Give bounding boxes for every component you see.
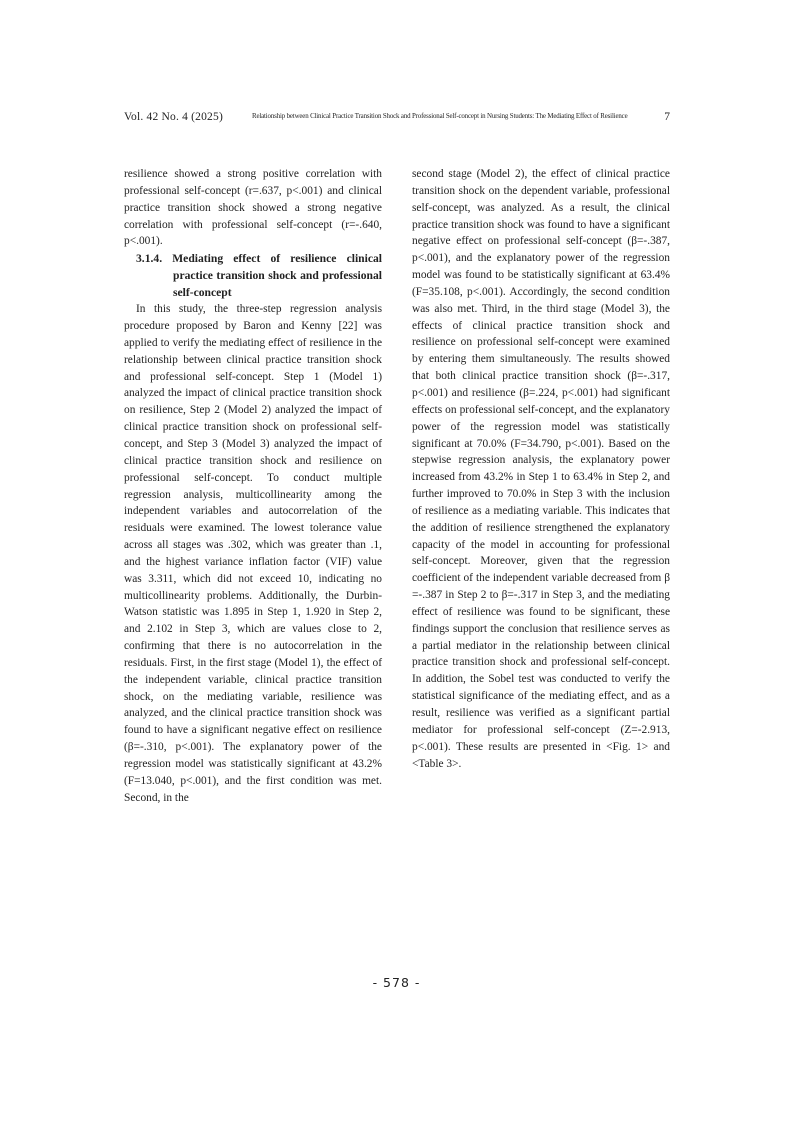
- page-footer-number: - 578 -: [372, 975, 421, 990]
- paragraph-mediation-results: second stage (Model 2), the effect of clinical practice transition shock on the dependent variable, professional self-concept, was analyzed. As a result, the clinical practice transition shock was found to have a significant negative effect on professional self-concept (β=-.387, p<.001), and the explanatory power of the regression model was found to be statistically significant at 63.4% (F=35.108, p<.001). Accordingly, the second condition was also met. Third, in the third stage (Model 3), the effects of clinical practice transition shock and resilience on professional self-concept were examined by entering them simultaneously. The results showed that both clinical practice transition shock (β=-.317, p<.001) and resilience (β=.224, p<.001) had significant effects on professional self-concept, and the explanatory power of the regression model was statistically significant at 70.0% (F=34.790, p<.001). Based on the stepwise regression analysis, the explanatory power increased from 43.2% in Step 1 to 63.4% in Step 2, and further improved to 70.0% in Step 3 with the inclusion of resilience as a mediating variable. This indicates that the addition of resilience strengthened the explanatory capacity of the model in accounting for professional self-concept. Moreover, given that the regression coefficient of the independent variable decreased from β =-.387 in Step 2 to β=-.317 in Step 3, and the mediating effect of resilience was found to be significant, these findings support the conclusion that resilience serves as a partial mediator in the relationship between clinical practice transition shock and professional self-concept. In addition, the Sobel test was conducted to verify the statistical significance of the mediating effect, and as a result, resilience was verified as a significant partial mediator for professional self-concept (Z=-2.913, p<.001). These results are presented in <Fig. 1> and <Table 3>.: [412, 168, 670, 770]
- right-column: [412, 166, 670, 772]
- header-page-number: 7: [664, 111, 670, 123]
- section-heading: 3.1.4. Mediating effect of resilience clinical practice transition shock and professional self-concept: [136, 252, 382, 300]
- paragraph-mediation-analysis: In this study, the three-step regression analysis procedure proposed by Baron and Kenny [22] was applied to verify the mediating effect of resilience in the relationship between clinical practice transition shock and professional self-concept. Step 1 (Model 1) analyzed the impact of clinical practice transition shock on resilience, Step 2 (Model 2) analyzed the impact of clinical practice transition shock on professional self-concept, and Step 3 (Model 3) analyzed the impact of clinical practice transition shock and resilience on professional self-concept. To conduct multiple regression analysis, multicollinearity among the independent variables and autocorrelation of the residuals were examined. The lowest tolerance value across all stages was .302, which was greater than .1, and the highest variance inflation factor (VIF) value was 3.311, which did not exceed 10, indicating no multicollinearity problems. Additionally, the Durbin-Watson statistic was 1.895 in Step 1, 1.920 in Step 2, and 2.102 in Step 3, which are values close to 2, confirming that there is no autocorrelation in the residuals. First, in the first stage (Model 1), the effect of the independent variable, clinical practice transition shock, on the mediating variable, resilience was analyzed, and the clinical practice transition shock was found to have a significant negative effect on resilience (β=-.310, p<.001). The explanatory power of the regression model was statistically significant at 43.2% (F=13.040, p<.001), and the first condition was met. Second, in the: [124, 303, 382, 804]
- running-header: [124, 111, 670, 127]
- journal-volume: Vol. 42 No. 4 (2025): [124, 111, 223, 123]
- left-column: [124, 166, 382, 807]
- paragraph-correlation: resilience showed a strong positive correlation with professional self-concept (r=.637, p<.001) and clinical practice transition shock showed a strong negative correlation with professional self-concept (r=-.640, p<.001).: [124, 168, 382, 248]
- running-title: Relationship between Clinical Practice Transition Shock and Professional Self-concept in Nursing Students: The Mediating Effect of Resilience: [252, 113, 628, 120]
